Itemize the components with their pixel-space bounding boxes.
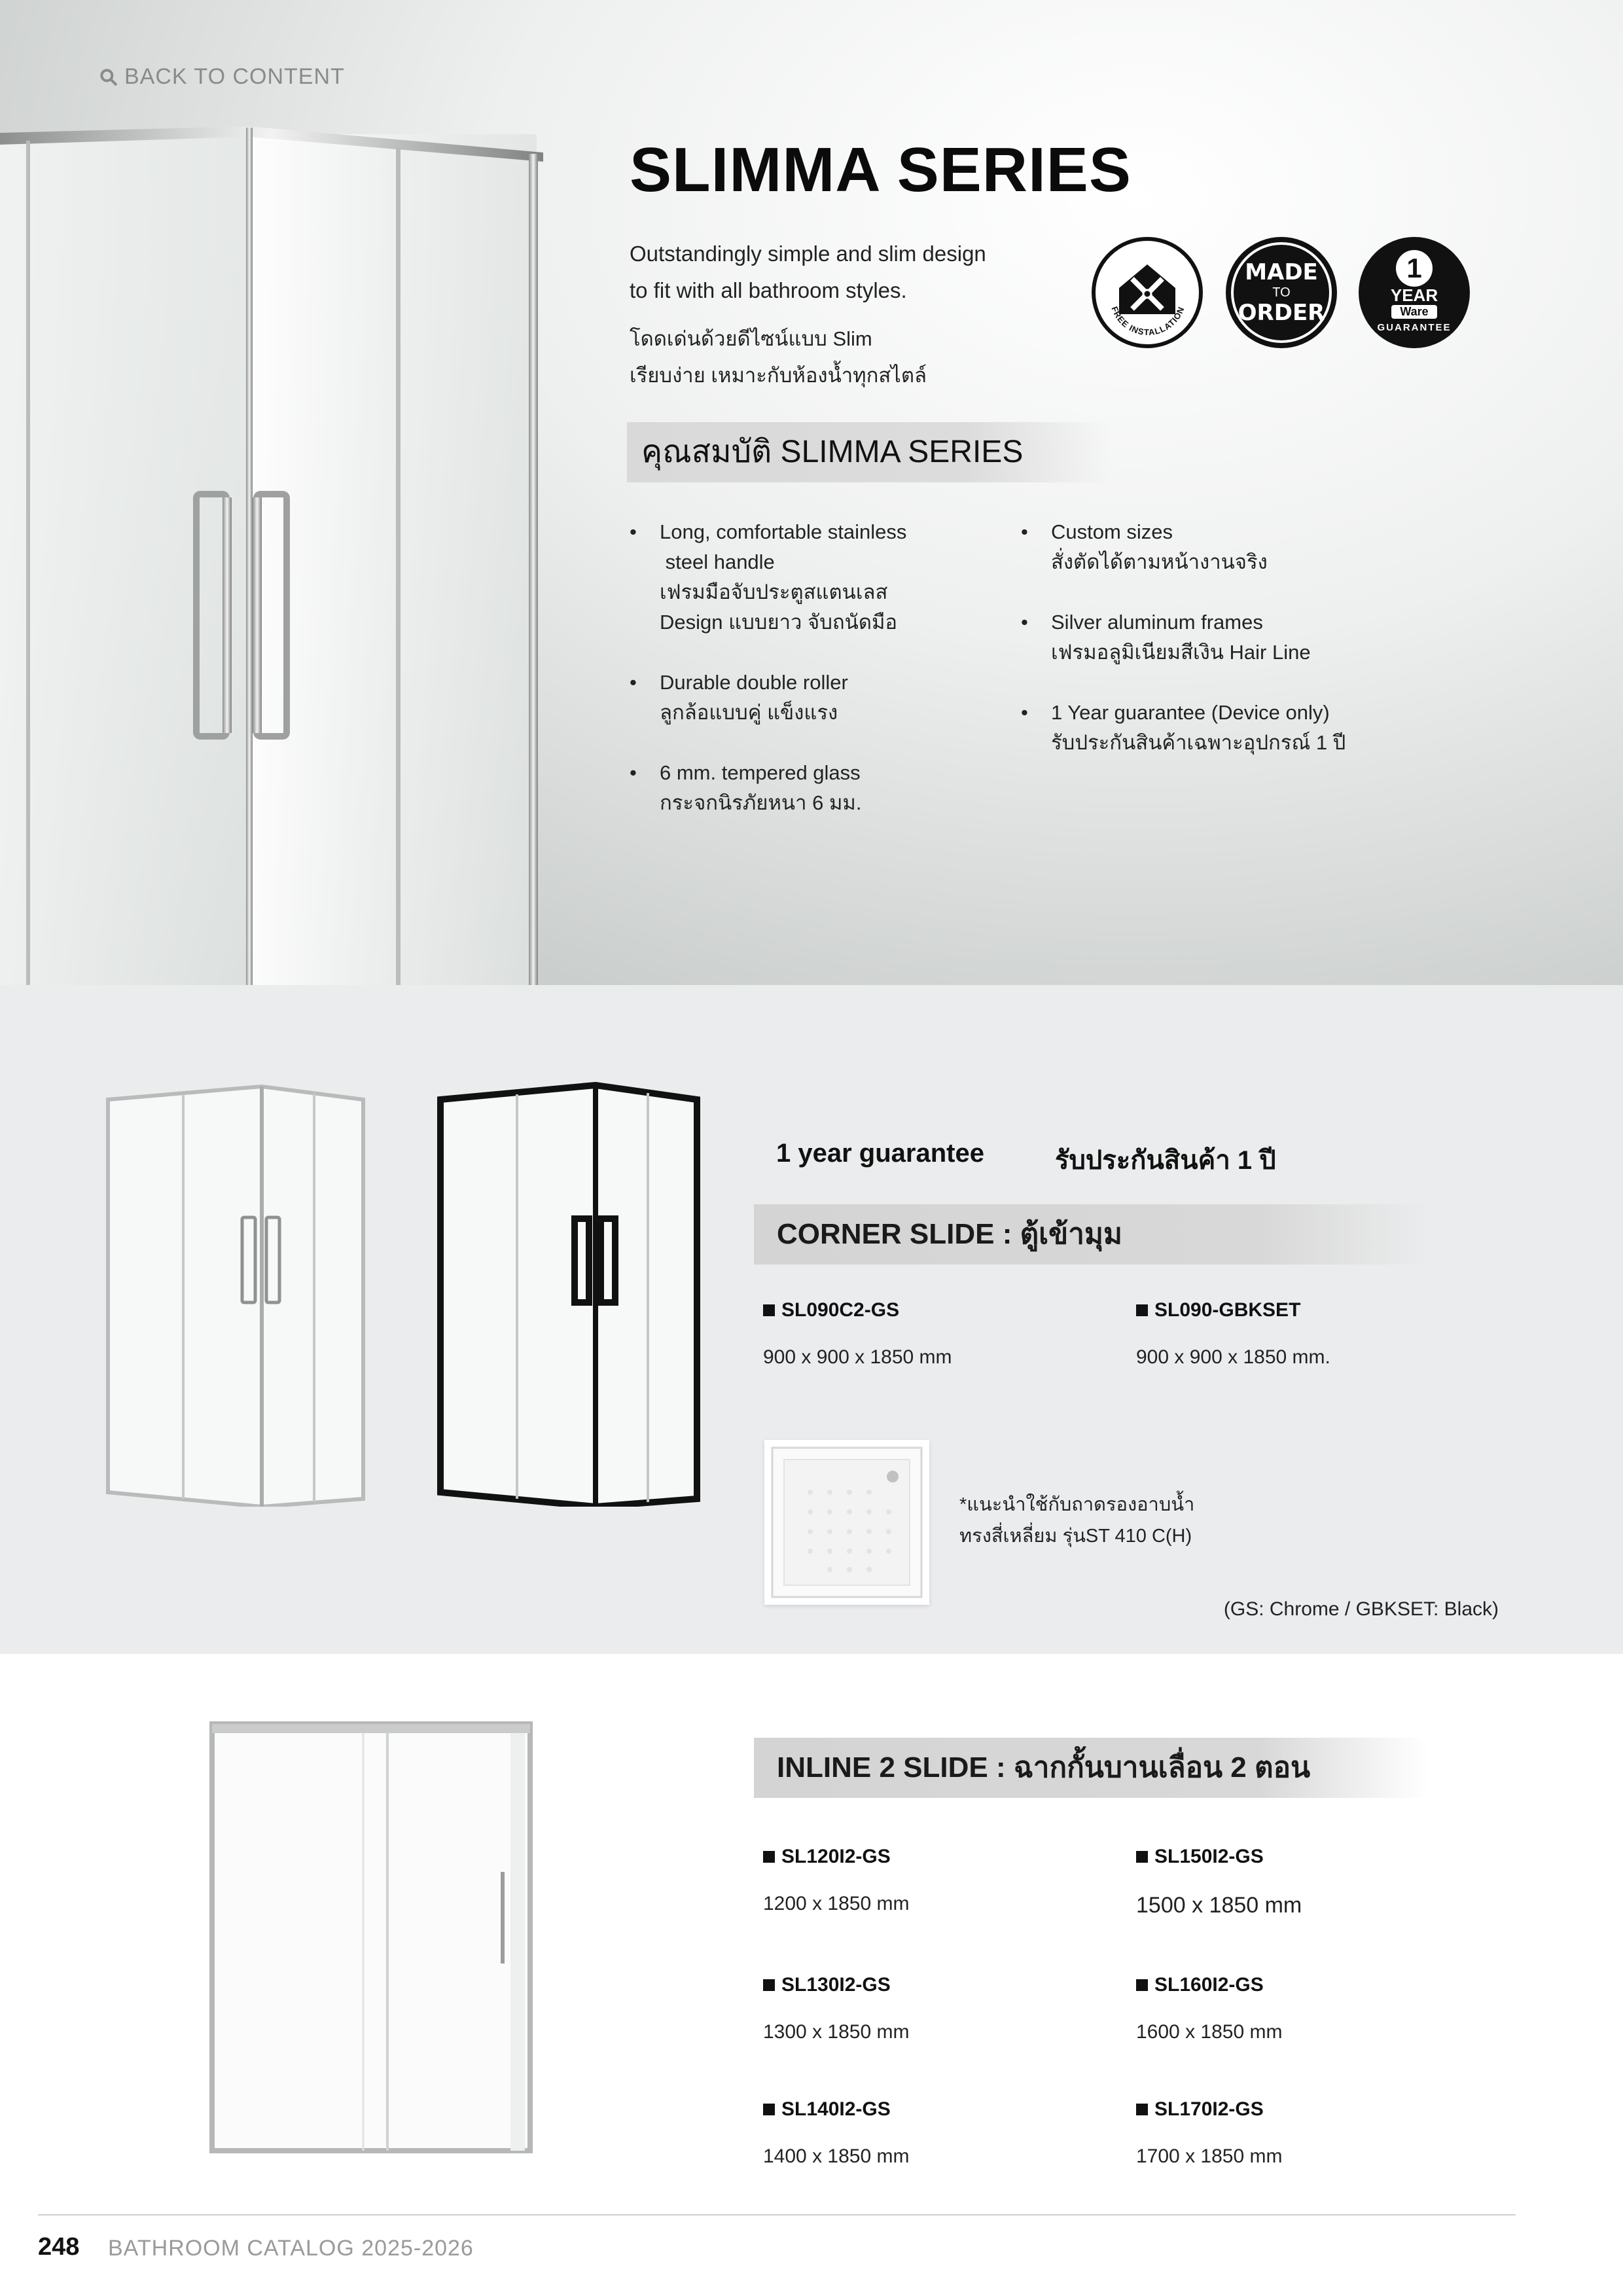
series-title: SLIMMA SERIES — [630, 135, 1132, 205]
tray-recommendation-note: *แนะนำใช้กับถาดรองอาบน้ำ ทรงสี่เหลี่ยม รุ่นST 410 C(H) — [959, 1494, 1195, 1547]
model-code: SL090-GBKSET — [1136, 1299, 1330, 1321]
badge-text-made: MADE — [1245, 259, 1318, 285]
corner-slide-heading: CORNER SLIDE : ตู้เข้ามุม — [754, 1204, 1428, 1265]
model-code: SL170I2-GS — [1136, 2098, 1282, 2121]
back-to-content-label: BACK TO CONTENT — [124, 64, 345, 89]
model-code: SL150I2-GS — [1136, 1846, 1302, 1868]
model-item — [1136, 1846, 1302, 1918]
model-size: 1500 x 1850 mm — [1136, 1893, 1302, 1918]
intro-thai — [630, 321, 1075, 394]
svg-text:FREE INSTALLATION: FREE INSTALLATION — [1109, 305, 1186, 338]
model-code: SL130I2-GS — [763, 1974, 909, 1996]
properties-heading: คุณสมบัติ SLIMMA SERIES — [627, 422, 1111, 482]
back-to-content-link[interactable] — [98, 64, 345, 90]
model-code: SL140I2-GS — [763, 2098, 909, 2121]
model-size: 1600 x 1850 mm — [1136, 2021, 1283, 2043]
badge-year-label: YEAR — [1390, 285, 1438, 305]
black-corner-cabin-image — [435, 1080, 700, 1507]
features-list-left — [630, 517, 996, 848]
model-item — [763, 1299, 952, 1369]
finish-legend-note: (GS: Chrome / GBKSET: Black) — [1223, 1598, 1499, 1620]
model-item — [1136, 1974, 1282, 2043]
feature-item: • 1 Year guarantee (Device only) รับประกันสินค้าเฉพาะอุปกรณ์ 1 ปี — [1021, 698, 1440, 758]
search-icon — [98, 67, 119, 88]
badge-year-number: 1 — [1359, 250, 1470, 287]
model-size: 900 x 900 x 1850 mm. — [1136, 1346, 1330, 1368]
inline-slide-heading: INLINE 2 SLIDE : ฉากกั้นบานเลื่อน 2 ตอน — [754, 1738, 1428, 1798]
intro-th-line: โดดเด่นด้วยดีไซน์แบบ Slim — [630, 327, 872, 350]
feature-item: • Long, comfortable stainless steel handle เฟรมมือจับประตูสแตนเลส Design แบบยาว จับถนัดมือ — [630, 517, 996, 637]
catalog-name: BATHROOM CATALOG 2025-2026 — [108, 2236, 474, 2261]
feature-item: • Custom sizes สั่งตัดได้ตามหน้างานจริง — [1021, 517, 1440, 577]
model-code: SL160I2-GS — [1136, 1974, 1282, 1996]
model-size: 900 x 900 x 1850 mm — [763, 1346, 952, 1368]
model-item — [763, 1846, 909, 1915]
model-code: SL090C2-GS — [763, 1299, 952, 1321]
feature-item: • 6 mm. tempered glass กระจกนิรภัยหนา 6 มม. — [630, 758, 996, 818]
page-number: 248 — [38, 2233, 80, 2261]
features-list-right — [1021, 517, 1440, 788]
free-installation-badge — [1092, 237, 1203, 348]
shower-cabin-hero-image — [0, 121, 543, 985]
footer-divider — [38, 2214, 1516, 2215]
intro-th-line: เรียบง่าย เหมาะกับห้องน้ำทุกสไตล์ — [630, 364, 927, 387]
intro-english — [630, 236, 1075, 309]
one-year-guarantee-badge — [1359, 237, 1470, 348]
model-size: 1400 x 1850 mm — [763, 2145, 910, 2167]
hero-section — [0, 0, 1623, 985]
model-size: 1300 x 1850 mm — [763, 2021, 910, 2043]
feature-item: • Durable double roller ลูกล้อแบบคู่ แข็งแรง — [630, 668, 996, 728]
intro-en-line: to fit with all bathroom styles. — [630, 278, 907, 302]
badge-text-order: ORDER — [1238, 300, 1325, 326]
model-item — [763, 1974, 909, 2043]
badge-brand: Ware — [1391, 305, 1437, 319]
tools-house-icon — [1096, 241, 1199, 344]
model-item — [1136, 2098, 1282, 2168]
model-item — [763, 2098, 909, 2168]
shower-tray-image — [764, 1440, 929, 1605]
badge-text-to: TO — [1272, 285, 1291, 300]
model-size: 1700 x 1850 mm — [1136, 2145, 1283, 2167]
inline-sliding-screen-image — [209, 1721, 533, 2153]
feature-item: • Silver aluminum frames เฟรมอลูมิเนียมสีเงิน Hair Line — [1021, 607, 1440, 668]
badge-guarantee-label: GUARANTEE — [1377, 322, 1452, 333]
guarantee-thai: รับประกันสินค้า 1 ปี — [1055, 1146, 1276, 1175]
guarantee-english: 1 year guarantee — [776, 1139, 984, 1168]
model-code: SL120I2-GS — [763, 1846, 909, 1868]
intro-en-line: Outstandingly simple and slim design — [630, 242, 986, 266]
made-to-order-badge — [1226, 237, 1337, 348]
model-item — [1136, 1299, 1330, 1369]
chrome-corner-cabin-image — [101, 1080, 366, 1507]
model-size: 1200 x 1850 mm — [763, 1893, 910, 1914]
